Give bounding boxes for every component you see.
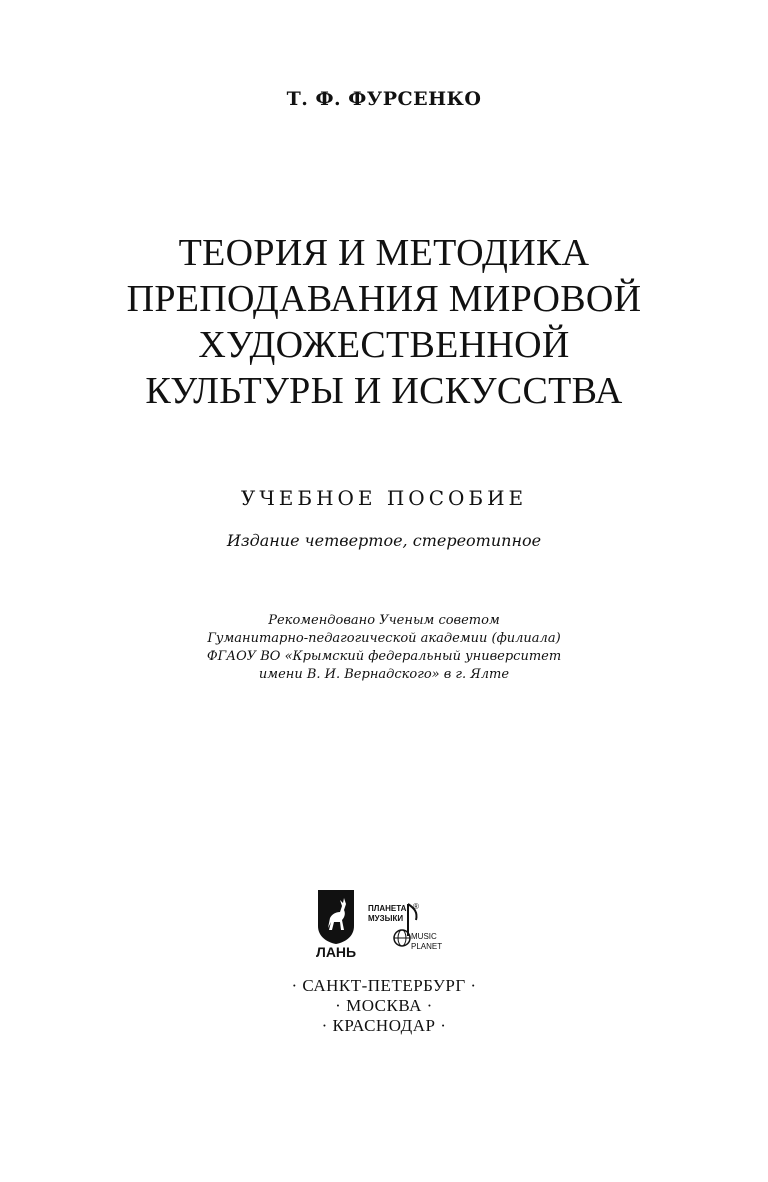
recommendation-block — [0, 612, 768, 684]
book-title — [0, 230, 768, 414]
music-planet-label — [411, 932, 442, 952]
lan-label: ЛАНЬ — [316, 944, 357, 960]
recommendation-line: Гуманитарно-педагогической академии (филиала) — [207, 631, 561, 646]
muzyki-line: МУЗЫКИ — [368, 914, 404, 923]
recommendation-line: имени В. И. Вернадского» в г. Ялте — [258, 667, 510, 682]
recommendation-line: Рекомендовано Ученым советом — [268, 613, 500, 628]
recommendation-line: ФГАОУ ВО «Крымский федеральный университет — [206, 649, 562, 664]
city-line: · КРАСНОДАР · — [321, 1016, 447, 1035]
planet-line: PLANET — [411, 942, 443, 951]
publisher-cities — [0, 976, 768, 1036]
book-subtitle: УЧЕБНОЕ ПОСОБИЕ — [240, 486, 528, 510]
title-line: ТЕОРИЯ И МЕТОДИКА — [178, 232, 590, 274]
title-line: ХУДОЖЕСТВЕННОЙ — [198, 324, 570, 366]
city-line: · САНКТ-ПЕТЕРБУРГ · — [291, 976, 477, 995]
planeta-line: ПЛАНЕТА — [368, 904, 407, 913]
author-name: Т. Ф. ФУРСЕНКО — [286, 88, 482, 110]
title-line: КУЛЬТУРЫ И ИСКУССТВА — [145, 370, 623, 412]
edition-note: Издание четвертое, стереотипное — [226, 531, 542, 550]
title-line: ПРЕПОДАВАНИЯ МИРОВОЙ — [126, 278, 642, 320]
music-line: MUSIC — [411, 932, 437, 941]
lan-deer-logo-icon — [316, 888, 356, 944]
city-line: · МОСКВА · — [335, 996, 433, 1015]
registered-mark: ® — [413, 902, 419, 911]
publisher-logos — [316, 888, 456, 978]
